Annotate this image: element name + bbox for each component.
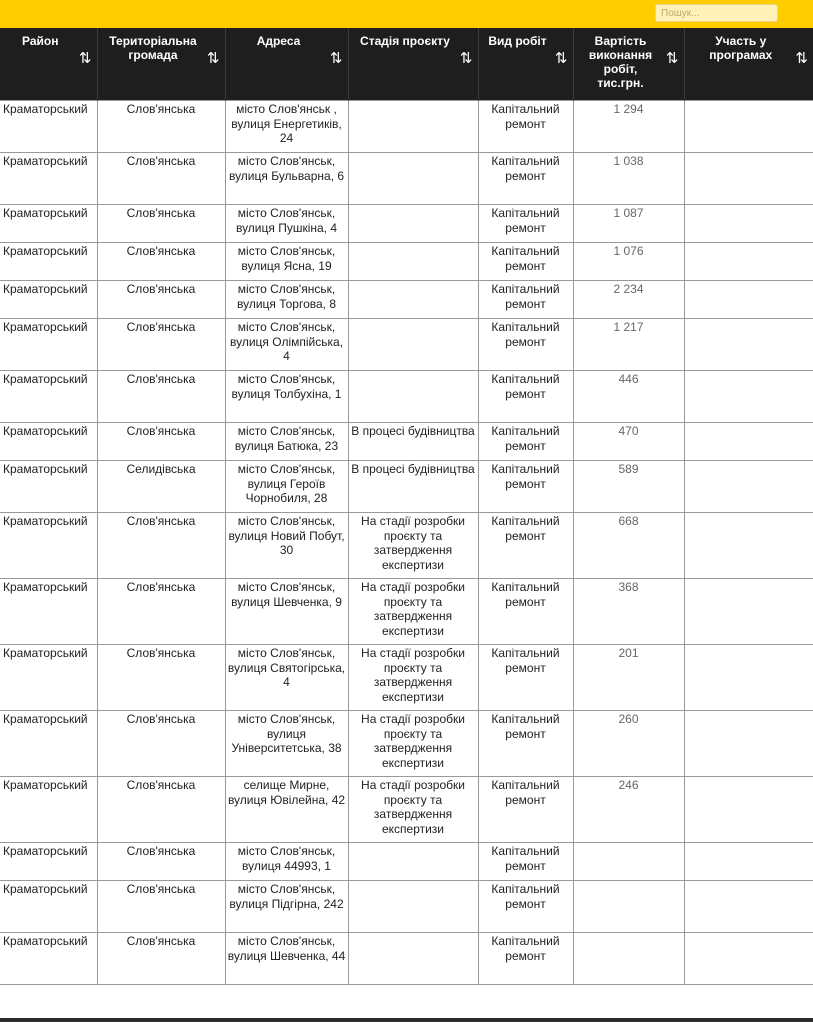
district-cell: Краматорський xyxy=(0,153,97,205)
address-cell: місто Слов'янськ, вулиця Батюка, 23 xyxy=(225,423,348,461)
table-row xyxy=(0,319,813,371)
work-type-cell: Капітальний ремонт xyxy=(478,645,573,711)
community-cell: Слов'янська xyxy=(97,281,225,319)
work-type-cell: Капітальний ремонт xyxy=(478,711,573,777)
stage-cell xyxy=(348,319,478,371)
table-row xyxy=(0,423,813,461)
objects-table xyxy=(0,28,813,985)
community-cell: Слов'янська xyxy=(97,711,225,777)
cost-cell: 368 xyxy=(573,579,684,645)
table-row xyxy=(0,205,813,243)
table-row xyxy=(0,881,813,933)
community-cell: Слов'янська xyxy=(97,319,225,371)
stage-cell: На стадії розробки проєкту та затвердження експертизи xyxy=(348,711,478,777)
work-type-cell: Капітальний ремонт xyxy=(478,205,573,243)
cost-cell: 1 076 xyxy=(573,243,684,281)
stage-cell xyxy=(348,881,478,933)
community-cell: Слов'янська xyxy=(97,205,225,243)
stage-cell: В процесі будівництва xyxy=(348,461,478,513)
cost-cell xyxy=(573,843,684,881)
community-cell: Слов'янська xyxy=(97,101,225,153)
address-cell: місто Слов'янськ, вулиця Шевченка, 44 xyxy=(225,933,348,985)
work-type-cell: Капітальний ремонт xyxy=(478,281,573,319)
address-cell: місто Слов'янськ, вулиця Торгова, 8 xyxy=(225,281,348,319)
programs-cell xyxy=(684,461,813,513)
work-type-cell: Капітальний ремонт xyxy=(478,153,573,205)
district-cell: Краматорський xyxy=(0,423,97,461)
community-cell: Слов'янська xyxy=(97,371,225,423)
community-cell: Слов'янська xyxy=(97,513,225,579)
programs-cell xyxy=(684,153,813,205)
community-cell: Селидівська xyxy=(97,461,225,513)
column-header-address[interactable] xyxy=(225,28,348,101)
programs-cell xyxy=(684,711,813,777)
address-cell: місто Слов'янськ, вулиця Толбухіна, 1 xyxy=(225,371,348,423)
work-type-cell: Капітальний ремонт xyxy=(478,881,573,933)
work-type-cell: Капітальний ремонт xyxy=(478,843,573,881)
programs-cell xyxy=(684,281,813,319)
community-cell: Слов'янська xyxy=(97,153,225,205)
column-label: Район xyxy=(22,34,59,48)
column-label: Участь у програмах xyxy=(709,34,773,62)
address-cell: місто Слов'янськ, вулиця Олімпійська, 4 xyxy=(225,319,348,371)
table-header-row xyxy=(0,28,813,101)
sort-icon[interactable]: ⇅ xyxy=(795,50,805,67)
column-header-cost[interactable] xyxy=(573,28,684,101)
programs-cell xyxy=(684,933,813,985)
address-cell: місто Слов'янськ , вулиця Енергетиків, 24 xyxy=(225,101,348,153)
cost-cell: 2 234 xyxy=(573,281,684,319)
stage-cell: На стадії розробки проєкту та затвердження експертизи xyxy=(348,777,478,843)
column-header-work-type[interactable] xyxy=(478,28,573,101)
address-cell: місто Слов'янськ, вулиця Бульварна, 6 xyxy=(225,153,348,205)
column-header-district[interactable] xyxy=(0,28,97,101)
district-cell: Краматорський xyxy=(0,461,97,513)
work-type-cell: Капітальний ремонт xyxy=(478,579,573,645)
programs-cell xyxy=(684,205,813,243)
stage-cell xyxy=(348,205,478,243)
work-type-cell: Капітальний ремонт xyxy=(478,461,573,513)
cost-cell: 260 xyxy=(573,711,684,777)
community-cell: Слов'янська xyxy=(97,933,225,985)
table-row xyxy=(0,933,813,985)
programs-cell xyxy=(684,881,813,933)
table-row xyxy=(0,461,813,513)
community-cell: Слов'янська xyxy=(97,423,225,461)
cost-cell: 1 038 xyxy=(573,153,684,205)
column-header-community[interactable] xyxy=(97,28,225,101)
cost-cell: 1 087 xyxy=(573,205,684,243)
table-row xyxy=(0,711,813,777)
column-label: Територіальна громада xyxy=(109,34,197,62)
district-cell: Краматорський xyxy=(0,777,97,843)
programs-cell xyxy=(684,645,813,711)
stage-cell: В процесі будівництва xyxy=(348,423,478,461)
cost-cell: 668 xyxy=(573,513,684,579)
sort-icon[interactable]: ⇅ xyxy=(665,50,676,67)
address-cell: місто Слов'янськ, вулиця Шевченка, 9 xyxy=(225,579,348,645)
cost-cell: 470 xyxy=(573,423,684,461)
address-cell: місто Слов'янськ, вулиця Святогірська, 4 xyxy=(225,645,348,711)
column-label: Стадія проєкту xyxy=(360,34,450,48)
community-cell: Слов'янська xyxy=(97,881,225,933)
column-label: Вид робіт xyxy=(488,34,547,48)
cost-cell xyxy=(573,933,684,985)
sort-icon[interactable]: ⇅ xyxy=(459,50,470,67)
district-cell: Краматорський xyxy=(0,843,97,881)
work-type-cell: Капітальний ремонт xyxy=(478,423,573,461)
work-type-cell: Капітальний ремонт xyxy=(478,371,573,423)
table-row xyxy=(0,777,813,843)
community-cell: Слов'янська xyxy=(97,645,225,711)
programs-cell xyxy=(684,777,813,843)
community-cell: Слов'янська xyxy=(97,579,225,645)
address-cell: місто Слов'янськ, вулиця Ясна, 19 xyxy=(225,243,348,281)
work-type-cell: Капітальний ремонт xyxy=(478,933,573,985)
stage-cell xyxy=(348,371,478,423)
sort-icon[interactable]: ⇅ xyxy=(329,50,340,67)
community-cell: Слов'янська xyxy=(97,777,225,843)
district-cell: Краматорський xyxy=(0,319,97,371)
stage-cell xyxy=(348,243,478,281)
programs-cell xyxy=(684,579,813,645)
table-row xyxy=(0,579,813,645)
district-cell: Краматорський xyxy=(0,371,97,423)
community-cell: Слов'янська xyxy=(97,843,225,881)
work-type-cell: Капітальний ремонт xyxy=(478,243,573,281)
cost-cell: 201 xyxy=(573,645,684,711)
table-row xyxy=(0,843,813,881)
district-cell: Краматорський xyxy=(0,881,97,933)
community-cell: Слов'янська xyxy=(97,243,225,281)
district-cell: Краматорський xyxy=(0,645,97,711)
cost-cell xyxy=(573,881,684,933)
horizontal-scrollbar[interactable] xyxy=(0,1018,813,1022)
cost-cell: 1 294 xyxy=(573,101,684,153)
column-header-programs[interactable] xyxy=(684,28,813,101)
table-row xyxy=(0,101,813,153)
work-type-cell: Капітальний ремонт xyxy=(478,777,573,843)
top-bar xyxy=(0,0,813,28)
programs-cell xyxy=(684,843,813,881)
column-label: Адреса xyxy=(256,34,301,48)
programs-cell xyxy=(684,513,813,579)
address-cell: місто Слов'янськ, вулиця Пушкіна, 4 xyxy=(225,205,348,243)
district-cell: Краматорський xyxy=(0,513,97,579)
district-cell: Краматорський xyxy=(0,579,97,645)
work-type-cell: Капітальний ремонт xyxy=(478,513,573,579)
stage-cell xyxy=(348,843,478,881)
cost-cell: 1 217 xyxy=(573,319,684,371)
table-row xyxy=(0,371,813,423)
work-type-cell: Капітальний ремонт xyxy=(478,101,573,153)
sort-icon[interactable]: ⇅ xyxy=(78,50,89,67)
table-row xyxy=(0,243,813,281)
stage-cell xyxy=(348,933,478,985)
stage-cell xyxy=(348,281,478,319)
district-cell: Краматорський xyxy=(0,101,97,153)
search-input[interactable] xyxy=(655,4,778,22)
sort-icon[interactable]: ⇅ xyxy=(554,50,565,67)
district-cell: Краматорський xyxy=(0,243,97,281)
district-cell: Краматорський xyxy=(0,281,97,319)
column-label: Вартість виконання робіт, тис.грн. xyxy=(588,34,653,90)
programs-cell xyxy=(684,371,813,423)
district-cell: Краматорський xyxy=(0,933,97,985)
stage-cell xyxy=(348,101,478,153)
table-row xyxy=(0,513,813,579)
programs-cell xyxy=(684,319,813,371)
table-row xyxy=(0,153,813,205)
column-header-stage[interactable] xyxy=(348,28,478,101)
district-cell: Краматорський xyxy=(0,205,97,243)
programs-cell xyxy=(684,101,813,153)
stage-cell: На стадії розробки проєкту та затвердження експертизи xyxy=(348,513,478,579)
table-row xyxy=(0,645,813,711)
sort-icon[interactable]: ⇅ xyxy=(206,50,217,67)
address-cell: місто Слов'янськ, вулиця Університетська, 38 xyxy=(225,711,348,777)
address-cell: місто Слов'янськ, вулиця Підгірна, 242 xyxy=(225,881,348,933)
stage-cell: На стадії розробки проєкту та затвердження експертизи xyxy=(348,645,478,711)
cost-cell: 446 xyxy=(573,371,684,423)
stage-cell xyxy=(348,153,478,205)
address-cell: місто Слов'янськ, вулиця Героїв Чорнобиля, 28 xyxy=(225,461,348,513)
programs-cell xyxy=(684,243,813,281)
address-cell: селище Мирне, вулиця Ювілейна, 42 xyxy=(225,777,348,843)
address-cell: місто Слов'янськ, вулиця Новий Побут, 30 xyxy=(225,513,348,579)
district-cell: Краматорський xyxy=(0,711,97,777)
work-type-cell: Капітальний ремонт xyxy=(478,319,573,371)
cost-cell: 589 xyxy=(573,461,684,513)
address-cell: місто Слов'янськ, вулиця 44993, 1 xyxy=(225,843,348,881)
stage-cell: На стадії розробки проєкту та затвердження експертизи xyxy=(348,579,478,645)
cost-cell: 246 xyxy=(573,777,684,843)
programs-cell xyxy=(684,423,813,461)
table-row xyxy=(0,281,813,319)
